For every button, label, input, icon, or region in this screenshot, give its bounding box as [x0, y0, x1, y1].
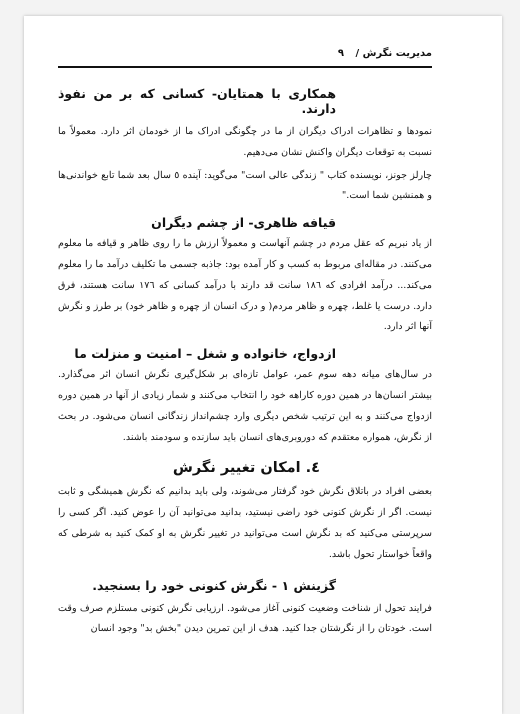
- section-appearance: [58, 215, 432, 338]
- paragraph: بعضی افراد در باتلاق نگرش خود گرفتار می‌شوند، ولی باید بدانیم که نگرش همیشگی و ثابت نیست. اگر از نگرش کنونی خود راضی نیستید، بدانید می‌توانید آن را عوض کنید. اگر کسی را سرپرستی می‌کنید که بد نگرش است می‌توانید در تغییر نگرش به او کمک کنید به شرطی که واقعاً خواستار تحول باشد.: [58, 486, 432, 560]
- paragraph: چارلز جونز، نویسنده کتاب " زندگی عالی است" می‌گوید: آینده ٥ سال بعد شما تابع خواندنی‌ها و همنشین شما است.": [58, 169, 432, 202]
- section-attitude-change: [58, 460, 432, 565]
- page-header: [58, 46, 432, 66]
- section-marriage-family-career: [58, 346, 432, 448]
- section-choice-1: [58, 578, 432, 641]
- page-body: [58, 86, 432, 640]
- page-number: ٩: [337, 48, 344, 59]
- paragraph: نمودها و تظاهرات ادراک دیگران از ما در چگونگی ادراک ما از خودمان اثر دارد. معمولاً ما نسبت به توقعات دیگران واکنش نشان می‌دهیم.: [58, 126, 432, 158]
- section-heading: قیافه ظاهری- از چشم دیگران: [151, 215, 336, 231]
- section-heading: گزینش ١ - نگرش کنونی خود را بسنجید.: [92, 577, 336, 593]
- paragraph: فرایند تحول از شناخت وضعیت کنونی آغاز می‌شود. ارزیابی نگرش کنونی مستلزم صرف وقت است. خودتان را از نگرشتان جدا کنید. هدف از این تمرین دیدن "بخش بد" وجود انسان: [58, 602, 432, 635]
- section-peers: [58, 86, 432, 207]
- section-heading: ٤. امکان تغییر نگرش: [172, 460, 320, 477]
- section-heading: ازدواج، خانواده و شغل – امنیت و منزلت ما: [74, 346, 336, 362]
- header-rule: [58, 66, 432, 68]
- running-title: مدیریت نگرش /: [355, 48, 432, 59]
- section-heading: همکاری با همتایان- کسانی که بر من نفوذ دارند.: [58, 86, 336, 116]
- paragraph: در سال‌های میانه دهه سوم عمر، عوامل تازه‌ای بر شکل‌گیری نگرش انسان اثر می‌گذارد. بیشتر انسان‌ها در همین دوره کاراهه خود را انتخاب می‌کنند و شمار زیادی از آنها در همین دوره ازدواج می‌کنند و به این ترتیب شخص دیگری وارد چشم‌انداز زندگانی انسان می‌شود. در بحث از نگرش، همواره معتقدم که دوروبری‌های انسان باید سازنده و سودمند باشند.: [58, 369, 432, 443]
- paragraph: از یاد نبریم که عقل مردم در چشم آنهاست و معمولاً ارزش ما را روی ظاهر و قیافه ما معلوم می‌کنند. در مقاله‌ای مربوط به کسب و کار آمده بود: جاذبه جسمی ما تکلیف درآمد ما را معلوم می‌کند... درآمد افرادی که ١٨٦ سانت قد دارند با درآمد کسانی که ١٧٦ سانت هستند، فرق دارد. درست یا غلط، چهره و ظاهر مردم( و درک انسان از چهره و ظاهر خود) بر طرز و نگرش آنها اثر دارد.: [58, 238, 432, 333]
